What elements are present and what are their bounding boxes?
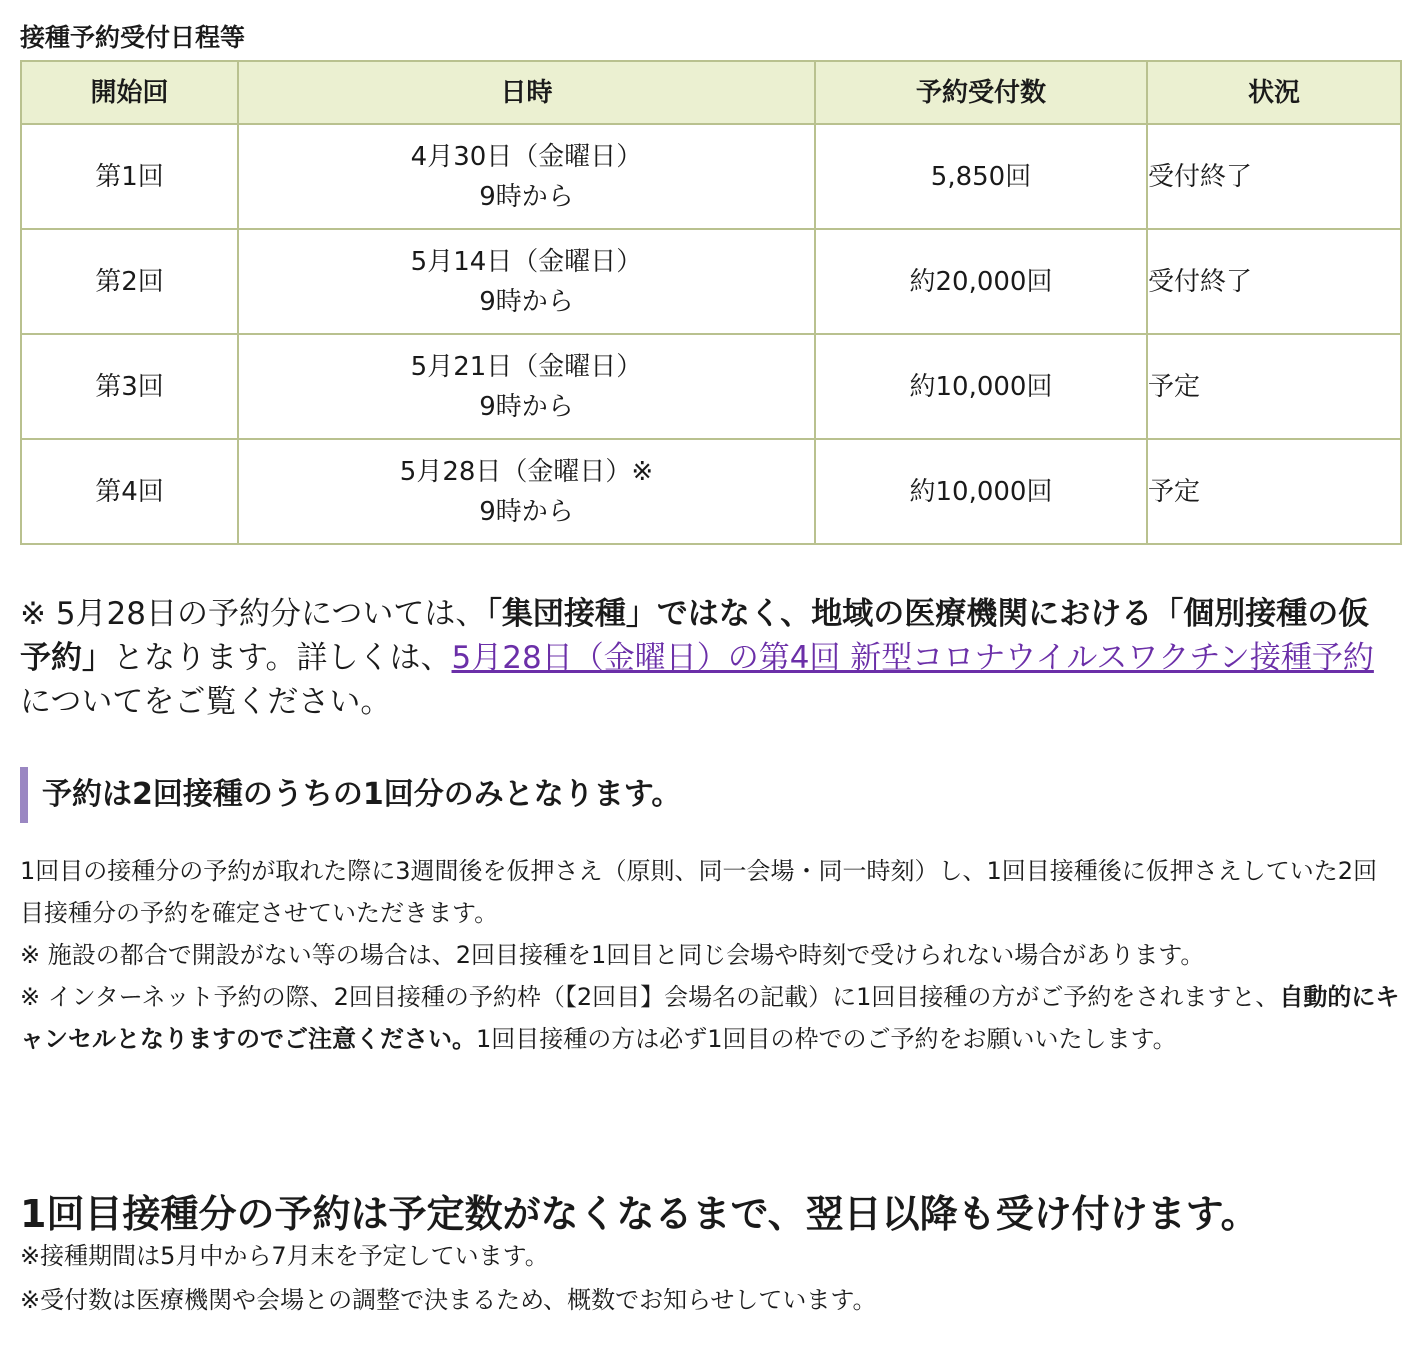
date-text: 5月14日（金曜日） — [410, 246, 643, 277]
may28-note — [20, 592, 1400, 724]
note-middle: となります。詳しくは、 — [113, 640, 452, 676]
note-prefix: ※ 5月28日の予約分については、 — [20, 596, 487, 632]
header-datetime: 日時 — [238, 61, 815, 124]
internet-note-bold: 自動的にキャンセルとなりますのでご注意ください。 — [20, 983, 1400, 1053]
header-round: 開始回 — [21, 61, 238, 124]
time-text: 9時から — [479, 496, 574, 527]
table-caption: 接種予約受付日程等 — [20, 23, 246, 52]
datetime-cell — [238, 124, 815, 229]
status-cell: 受付終了 — [1147, 229, 1401, 334]
header-status: 状況 — [1147, 61, 1401, 124]
internet-note-suffix: 1回目接種の方は必ず1回目の枠でのご予約をお願いいたします。 — [476, 1025, 1177, 1053]
count-cell: 5,850回 — [815, 124, 1147, 229]
round-cell: 第4回 — [21, 439, 238, 544]
date-text: 5月21日（金曜日） — [410, 351, 643, 382]
datetime-cell — [238, 334, 815, 439]
date-text: 5月28日（金曜日）※ — [399, 456, 654, 487]
note-bold: 「集団接種」ではなく、地域の医療機関における「個別接種の仮予約」 — [20, 596, 1370, 676]
count-cell: 約10,000回 — [815, 439, 1147, 544]
closing-heading: 1回目接種分の予約は予定数がなくなるまで、翌日以降も受け付けます。 — [20, 1192, 1259, 1236]
table-row — [21, 334, 1401, 439]
round-cell: 第2回 — [21, 229, 238, 334]
table-row — [21, 124, 1401, 229]
section-body — [20, 850, 1400, 1060]
table-row — [21, 229, 1401, 334]
paragraph-second-dose: 1回目の接種分の予約が取れた際に3週間後を仮押さえ（原則、同一会場・同一時刻）し、1回目接種後に仮押さえしていた2回目接種分の予約を確定させていただきます。 — [20, 857, 1378, 927]
table-row — [21, 439, 1401, 544]
date-text: 4月30日（金曜日） — [410, 141, 643, 172]
period-note: ※接種期間は5月中から7月末を予定しています。 — [20, 1242, 549, 1270]
header-count: 予約受付数 — [815, 61, 1147, 124]
time-text: 9時から — [479, 181, 574, 212]
count-note: ※受付数は医療機関や会場との調整で決まるため、概数でお知らせしています。 — [20, 1286, 877, 1314]
status-cell: 予定 — [1147, 439, 1401, 544]
count-cell: 約20,000回 — [815, 229, 1147, 334]
paragraph-facility-note: ※ 施設の都合で開設がない等の場合は、2回目接種を1回目と同じ会場や時刻で受けられない場合があります。 — [20, 941, 1205, 969]
round-cell: 第1回 — [21, 124, 238, 229]
closing-notes — [20, 1234, 1400, 1322]
count-cell: 約10,000回 — [815, 334, 1147, 439]
may28-reservation-link[interactable]: 5月28日（金曜日）の第4回 新型コロナウイルスワクチン接種予約 — [451, 640, 1374, 676]
table-header-row — [21, 61, 1401, 124]
reservation-schedule-table — [20, 60, 1402, 545]
datetime-cell — [238, 229, 815, 334]
paragraph-internet-note — [20, 976, 1400, 1060]
status-cell: 受付終了 — [1147, 124, 1401, 229]
note-suffix: についてをご覧ください。 — [20, 684, 392, 720]
internet-note-prefix: ※ インターネット予約の際、2回目接種の予約枠（【2回目】会場名の記載）に1回目接種の方がご予約をされますと、 — [20, 983, 1280, 1011]
section-heading: 予約は2回接種のうちの1回分のみとなります。 — [42, 777, 682, 812]
time-text: 9時から — [479, 391, 574, 422]
status-cell: 予定 — [1147, 334, 1401, 439]
round-cell: 第3回 — [21, 334, 238, 439]
heading-accent-bar — [20, 767, 28, 823]
time-text: 9時から — [479, 286, 574, 317]
datetime-cell — [238, 439, 815, 544]
